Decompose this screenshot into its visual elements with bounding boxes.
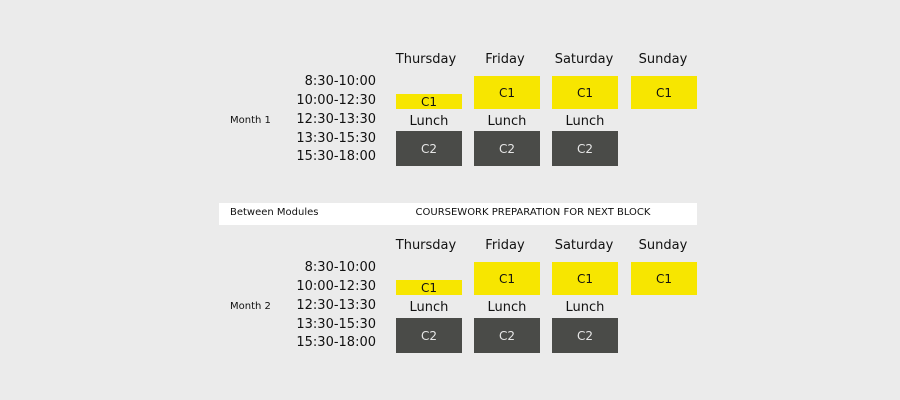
day-header-saturday: Saturday [554, 52, 614, 67]
time-slot-label: 13:30-15:30 [296, 317, 376, 332]
c1-session-block: C1 [552, 262, 618, 295]
lunch-label: Lunch [409, 300, 449, 315]
coursework-preparation-text: COURSEWORK PREPARATION FOR NEXT BLOCK [415, 207, 651, 218]
day-header-friday: Friday [485, 52, 525, 67]
time-slot-label: 15:30-18:00 [296, 335, 376, 350]
time-slot-label: 15:30-18:00 [296, 149, 376, 164]
c1-session-block: C1 [396, 280, 462, 295]
lunch-label: Lunch [409, 114, 449, 129]
time-slot-label: 12:30-13:30 [296, 112, 376, 127]
time-slot-label: 10:00-12:30 [296, 93, 376, 108]
day-header-sunday: Sunday [638, 52, 688, 67]
day-header-friday: Friday [485, 238, 525, 253]
c1-session-block: C1 [396, 94, 462, 109]
time-slot-label: 10:00-12:30 [296, 279, 376, 294]
c2-session-block: C2 [396, 318, 462, 353]
c2-session-block: C2 [474, 131, 540, 166]
c1-session-block: C1 [631, 262, 697, 295]
c2-session-block: C2 [552, 131, 618, 166]
c1-session-block: C1 [474, 76, 540, 109]
c2-session-block: C2 [396, 131, 462, 166]
day-header-thursday: Thursday [395, 52, 457, 67]
time-slot-label: 13:30-15:30 [296, 131, 376, 146]
c1-session-block: C1 [631, 76, 697, 109]
lunch-label: Lunch [565, 300, 605, 315]
lunch-label: Lunch [565, 114, 605, 129]
month-label: Month 2 [230, 301, 271, 312]
c1-session-block: C1 [552, 76, 618, 109]
day-header-saturday: Saturday [554, 238, 614, 253]
c2-session-block: C2 [552, 318, 618, 353]
lunch-label: Lunch [487, 114, 527, 129]
lunch-label: Lunch [487, 300, 527, 315]
day-header-sunday: Sunday [638, 238, 688, 253]
time-slot-label: 12:30-13:30 [296, 298, 376, 313]
time-slot-label: 8:30-10:00 [304, 74, 376, 89]
between-modules-banner [219, 203, 697, 225]
c1-session-block: C1 [474, 262, 540, 295]
between-modules-label: Between Modules [230, 207, 319, 218]
time-slot-label: 8:30-10:00 [304, 260, 376, 275]
c2-session-block: C2 [474, 318, 540, 353]
day-header-thursday: Thursday [395, 238, 457, 253]
month-label: Month 1 [230, 115, 271, 126]
